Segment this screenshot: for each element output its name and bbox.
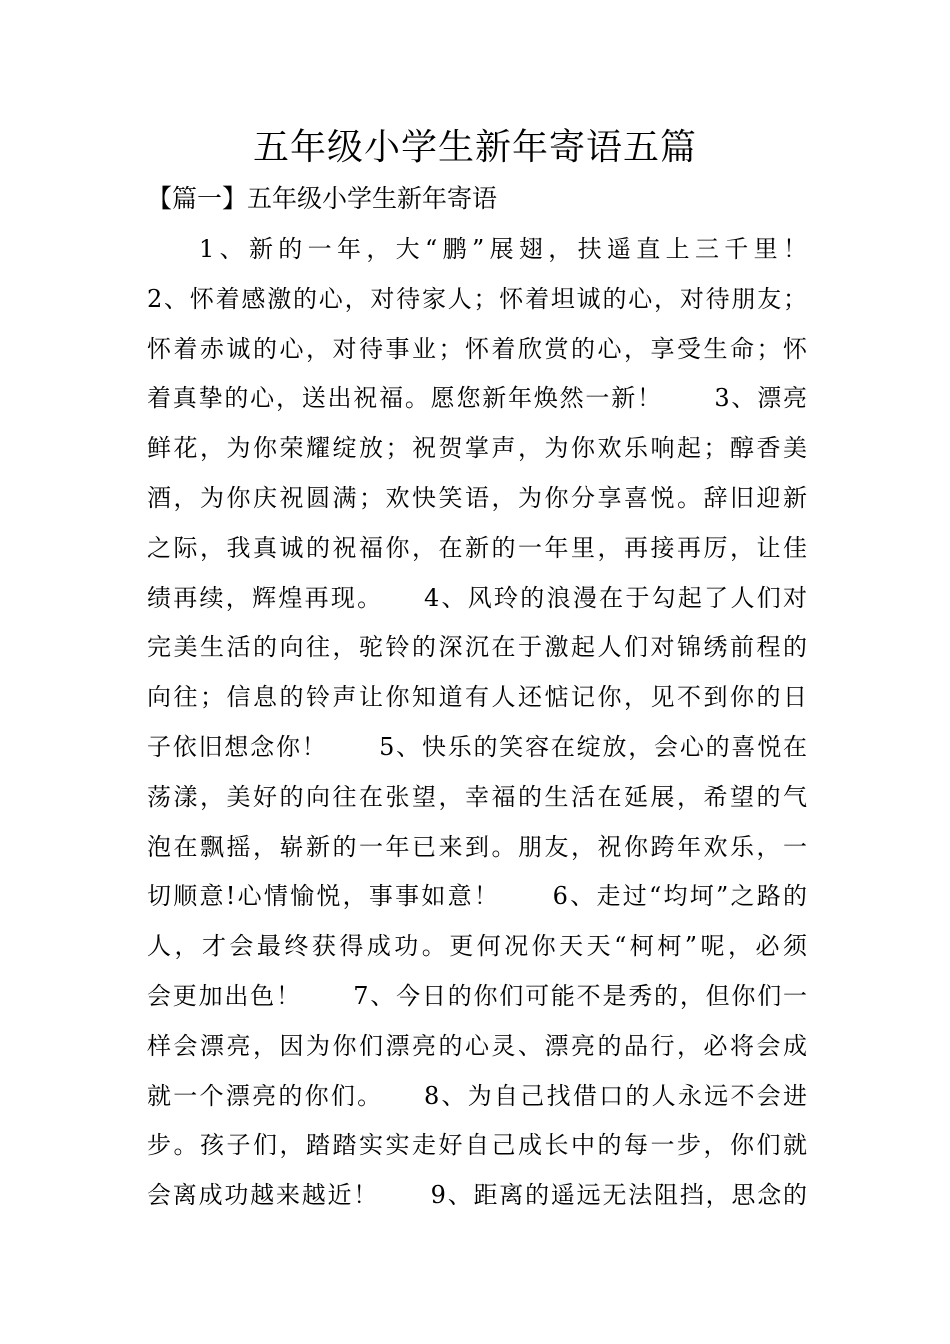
section-heading: 【篇一】五年级小学生新年寄语 (147, 184, 498, 213)
paragraph-line: 2、怀着感激的心，对待家人；怀着坦诚的心，对待朋友； (147, 284, 807, 313)
paragraph-line: 怀着赤诚的心，对待事业；怀着欣赏的心，享受生命；怀 (147, 334, 807, 363)
paragraph-line: 着真挚的心，送出祝福。愿您新年焕然一新！ 3、漂亮 (147, 384, 807, 413)
paragraph-line: 向往；信息的铃声让你知道有人还惦记你，见不到你的日 (147, 683, 807, 712)
paragraph-line: 步。孩子们，踏踏实实走好自己成长中的每一步，你们就 (147, 1131, 807, 1160)
paragraph-line: 切顺意!心情愉悦，事事如意！ 6、走过“均坷”之路的 (147, 882, 807, 911)
paragraph-line: 酒，为你庆祝圆满；欢快笑语，为你分享喜悦。辞旧迎新 (147, 483, 807, 512)
paragraph-line: 绩再续，辉煌再现。 4、风玲的浪漫在于勾起了人们对 (147, 583, 807, 612)
document-title: 五年级小学生新年寄语五篇 (252, 127, 697, 168)
paragraph-line: 泡在飘摇，崭新的一年已来到。朋友，祝你跨年欢乐，一 (147, 832, 807, 861)
body-text (147, 225, 807, 1221)
paragraph-line: 就一个漂亮的你们。 8、为自己找借口的人永远不会进 (147, 1081, 807, 1110)
paragraph-line: 会离成功越来越近！ 9、距离的遥远无法阻挡，思念的 (147, 1181, 807, 1210)
paragraph-line: 完美生活的向往，驼铃的深沉在于激起人们对锦绣前程的 (147, 633, 807, 662)
paragraph-line: 样会漂亮，因为你们漂亮的心灵、漂亮的品行，必将会成 (147, 1031, 807, 1060)
paragraph-line: 子依旧想念你！ 5、快乐的笑容在绽放，会心的喜悦在 (147, 732, 807, 761)
paragraph-line: 人，才会最终获得成功。更何况你天天“柯柯”呢，必须 (147, 932, 807, 961)
paragraph-line: 荡漾，美好的向往在张望，幸福的生活在延展，希望的气 (147, 782, 807, 811)
paragraph-line: 1、新的一年，大“鹏”展翅，扶遥直上三千里！ (199, 235, 807, 263)
paragraph-line: 鲜花，为你荣耀绽放；祝贺掌声，为你欢乐响起；醇香美 (147, 434, 807, 463)
paragraph-line: 之际，我真诚的祝福你，在新的一年里，再接再厉，让佳 (147, 533, 807, 562)
paragraph-line: 会更加出色！ 7、今日的你们可能不是秀的，但你们一 (147, 981, 807, 1010)
